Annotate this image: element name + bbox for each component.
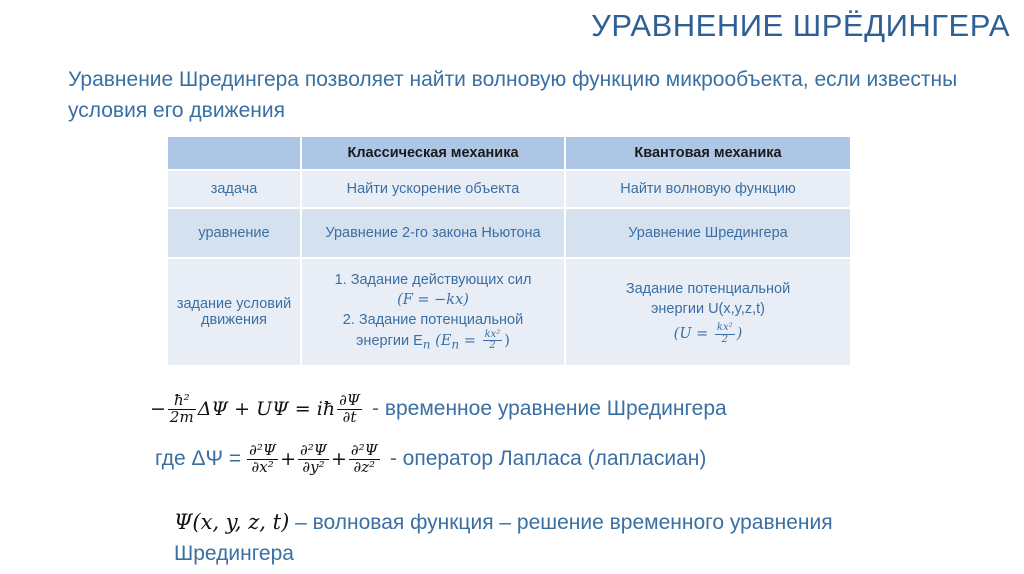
- table-header-row: [167, 136, 851, 170]
- row-label: задача: [167, 170, 301, 208]
- energy-line: энергии $E_п$ ($E_п$ = $\frac{\text{kx²}}{2}$ ): [356, 328, 510, 352]
- energy-fraction: $\frac{\text{kx²}}{2}$: [484, 328, 501, 352]
- cell-quantum: Найти волновую функцию: [565, 170, 851, 208]
- laplacian-equation: где ΔΨ = $\frac{\text{∂²Ψ}}{\text{∂x²}}$ + $\frac{\text{∂²Ψ}}{\text{∂y²}}$ + $\frac{\text{∂²Ψ}}{\text{∂z²}}$ - оператор Лапласа (лапласиан): [155, 441, 707, 476]
- table-row: [167, 208, 851, 258]
- row-label: задание условий движения: [167, 258, 301, 366]
- wavefunction-definition: Ψ(x, y, z, t) – волновая функция – решение временного уравнения Шредингера: [174, 510, 833, 565]
- d2x-fraction: $\frac{\text{∂²Ψ}}{\text{∂x²}}$: [249, 441, 277, 476]
- cell-quantum: Уравнение Шредингера: [565, 208, 851, 258]
- potential-fraction: $\frac{\text{kx²}}{2}$: [716, 322, 733, 345]
- list-item: 1. Задание действующих сил: [334, 271, 532, 288]
- comparison-table: [166, 135, 852, 367]
- page-title: УРАВНЕНИЕ ШРЁДИНГЕРА: [591, 8, 1010, 43]
- row-label: уравнение: [167, 208, 301, 258]
- time-derivative-fraction: $\frac{\partial\Psi}{\partial t}$: [339, 391, 360, 426]
- header-quantum: Квантовая механика: [565, 136, 851, 170]
- intro-text: Уравнение Шредингера позволяет найти волновую функцию микрообъекта, если известны условия его движения: [68, 68, 958, 122]
- quantum-line: энергии U(x,y,z,t): [651, 301, 765, 317]
- quantum-line: Задание потенциальной: [625, 281, 791, 297]
- potential-formula: (U = $\frac{\text{kx²}}{2}$ ): [673, 322, 743, 345]
- conditions-list: [308, 270, 558, 355]
- cell-classical: Уравнение 2-го закона Ньютона: [301, 208, 565, 258]
- cell-classical: Найти ускорение объекта: [301, 170, 565, 208]
- header-empty: [167, 136, 301, 170]
- force-formula: (F = −kx): [397, 291, 469, 308]
- header-classical: Классическая механика: [301, 136, 565, 170]
- list-item: 2. Задание потенциальной: [342, 311, 524, 328]
- cell-classical: [301, 258, 565, 366]
- equation-description: - временное уравнение Шредингера: [372, 397, 727, 421]
- d2z-fraction: $\frac{\text{∂²Ψ}}{\text{∂z²}}$: [350, 441, 378, 476]
- laplacian-description: - оператор Лапласа (лапласиан): [389, 447, 707, 471]
- schrodinger-equation: − $\frac{\text{ħ²}}{2m}$ ΔΨ + UΨ = iħ $\frac{\partial\Psi}{\partial t}$ - временное уравнение Шредингера: [150, 391, 727, 426]
- hbar-fraction: $\frac{\text{ħ²}}{2m}$: [169, 391, 194, 426]
- table-row: [167, 170, 851, 208]
- table-row: [167, 258, 851, 366]
- d2y-fraction: $\frac{\text{∂²Ψ}}{\text{∂y²}}$: [300, 441, 327, 476]
- cell-quantum: [565, 258, 851, 366]
